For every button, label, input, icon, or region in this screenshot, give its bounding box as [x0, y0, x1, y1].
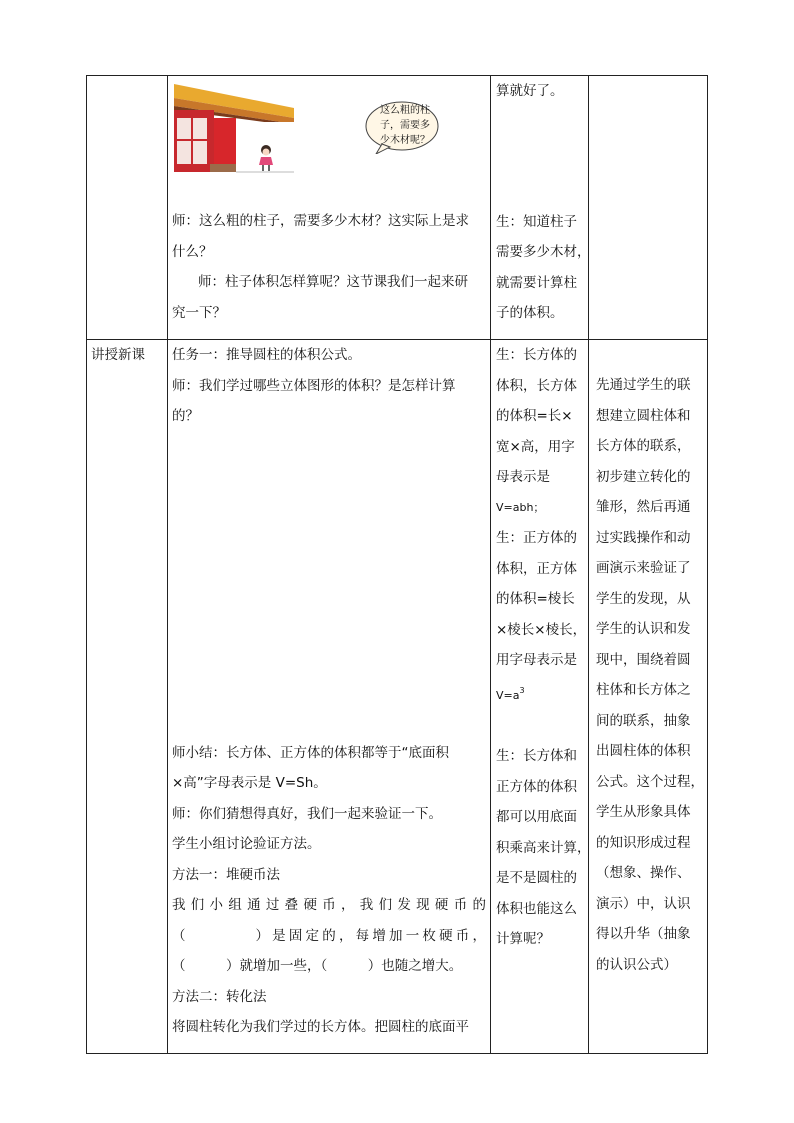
- pillar-illustration: [168, 76, 490, 206]
- student-activity-cell: [491, 340, 589, 1054]
- teacher-activity-cell: [168, 340, 491, 1054]
- student-line: 子的体积。: [496, 305, 564, 321]
- intent-line: 雏形，然后再通: [596, 499, 691, 515]
- teacher-line: 师：你们猜想得真好，我们一起来验证一下。: [172, 805, 442, 822]
- teacher-line: 任务一：推导圆柱的体积公式。: [172, 347, 361, 363]
- intent-line: 学生的发现，从: [596, 590, 691, 607]
- student-line: 需要多少木材，: [496, 244, 591, 260]
- teacher-line: 究一下？: [172, 304, 226, 321]
- teacher-line: （ ）是固定的，每增加一枚硬币，: [172, 927, 486, 944]
- student-line: 都可以用底面: [496, 809, 577, 825]
- exponent: 3: [519, 685, 525, 695]
- student-line: 生：正方体的: [496, 530, 577, 546]
- intent-line: 长方体的联系，: [596, 438, 691, 454]
- student-line: 的体积=长×: [496, 408, 573, 424]
- teacher-line: 方法一：堆硬币法: [172, 866, 280, 883]
- intent-line: 先通过学生的联: [596, 377, 691, 393]
- student-line: 算就好了。: [496, 83, 564, 99]
- student-line: 的体积=棱长: [496, 591, 575, 607]
- design-intent-cell: [589, 340, 708, 1054]
- teacher-line: 我们小组通过叠硬币，我们发现硬币的: [172, 897, 486, 913]
- section-label-cell: [87, 340, 168, 1054]
- intent-line: 的知识形成过程: [596, 834, 691, 851]
- student-line: 是不是圆柱的: [496, 870, 577, 886]
- table-row-intro: [87, 76, 708, 340]
- student-line: 积乘高来计算，: [496, 839, 591, 856]
- student-line: 母表示是: [496, 469, 550, 485]
- teacher-line: 的？: [172, 408, 199, 424]
- teacher-line: 师：这么粗的柱子，需要多少木材？这实际上是求: [172, 213, 469, 229]
- intent-line: 现中，围绕着圆: [596, 651, 691, 668]
- student-line: 生：长方体和: [496, 748, 577, 764]
- teacher-line: 师：我们学过哪些立体图形的体积？是怎样计算: [172, 377, 456, 394]
- temple-pillar-image: [174, 78, 294, 176]
- teacher-line: （ ）就增加一些，（ ）也随之增大。: [172, 958, 463, 974]
- student-line: 生：长方体的: [496, 347, 577, 363]
- speech-bubble-text: 这么粗的柱 子，需要多 少木材呢？: [380, 105, 430, 146]
- lesson-plan-table: [86, 75, 708, 1054]
- intent-line: 学生从形象具体: [596, 804, 691, 820]
- intent-line: （想象、操作、: [596, 865, 691, 881]
- intent-line: 过实践操作和动: [596, 529, 691, 546]
- student-line: 正方体的体积: [496, 778, 577, 795]
- intent-line: 得以升华（抽象: [596, 926, 691, 942]
- section-label: 讲授新课: [91, 347, 145, 363]
- student-line: 用字母表示是: [496, 652, 577, 668]
- student-line: 体积也能这么: [496, 900, 577, 917]
- design-intent-cell-empty: [589, 76, 708, 340]
- intent-line: 画演示来验证了: [596, 560, 691, 576]
- teacher-line: 师：柱子体积怎样算呢？这节课我们一起来研: [198, 274, 468, 290]
- teacher-line: 将圆柱转化为我们学过的长方体。把圆柱的底面平: [172, 1019, 469, 1035]
- teacher-line: 什么？: [172, 243, 213, 260]
- student-line: 体积，正方体: [496, 560, 577, 577]
- table-row-new-lesson: [87, 340, 708, 1054]
- intent-line: 演示）中，认识: [596, 895, 691, 912]
- student-line: 宽×高，用字: [496, 438, 575, 455]
- intent-line: 柱体和长方体之: [596, 682, 691, 698]
- intent-line: 出圆柱体的体积: [596, 743, 691, 759]
- student-line: ×棱长×棱长，: [496, 621, 587, 638]
- intent-line: 间的联系，抽象: [596, 712, 691, 729]
- intent-line: 学生的认识和发: [596, 621, 691, 637]
- student-line: V=abh；: [496, 500, 545, 514]
- intent-line: 想建立圆柱体和: [596, 407, 691, 424]
- formula-cube-volume: $V=a^3$: [496, 685, 525, 702]
- student-line: 体积，长方体: [496, 377, 577, 394]
- teacher-activity-cell: [168, 76, 491, 340]
- teacher-line: ×高”字母表示是 V=Sh。: [172, 775, 327, 791]
- student-line: 就需要计算柱: [496, 274, 577, 291]
- teacher-line: 方法二：转化法: [172, 988, 267, 1005]
- student-activity-cell: [491, 76, 589, 340]
- intent-line: 初步建立转化的: [596, 468, 691, 485]
- section-cell-empty: [87, 76, 168, 340]
- intent-line: 公式。这个过程，: [596, 773, 704, 790]
- student-line: 计算呢？: [496, 931, 550, 947]
- teacher-line: 学生小组讨论验证方法。: [172, 836, 321, 852]
- intent-line: 的认识公式）: [596, 956, 677, 973]
- student-line: 生：知道柱子: [496, 213, 577, 230]
- teacher-line: 师小结：长方体、正方体的体积都等于“底面积: [172, 744, 449, 761]
